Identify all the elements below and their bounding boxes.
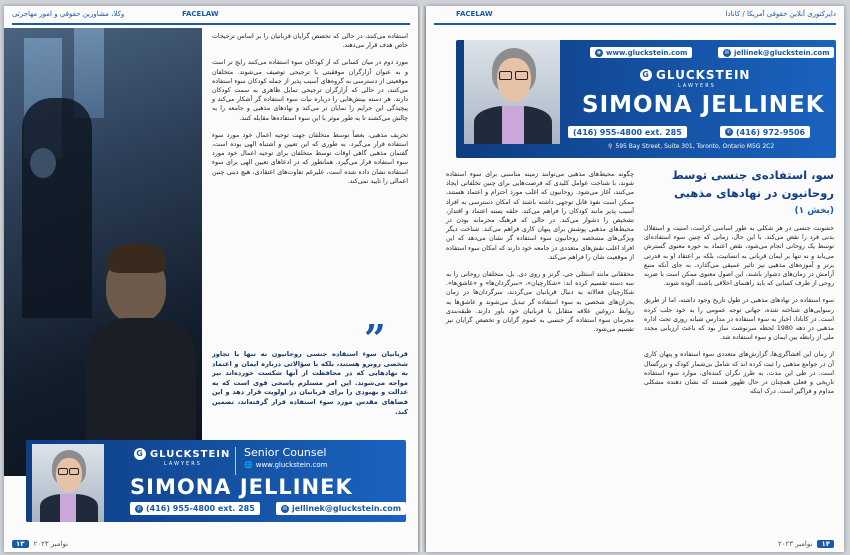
role-title: Senior Counsel (244, 446, 327, 459)
page-number: ۱۴ (817, 540, 834, 548)
phone-icon: ✆ (726, 129, 732, 135)
phone-pill[interactable]: ✆ (416) 955-4800 ext. 285 (130, 502, 260, 515)
paragraph: سوء استفاده در نهادهای مذهبی در طول تاریخ وجود داشته، اما از طریق رسوایی‌های شناخته شده، جهانی توجه عمومی را به خود جلب کرده است. در کانادا، اخبار به سوء استفاده در مدارس شبانه روزی تحت اداره مذهبی در دهه 1980 لحظه سرنوشت ساز بود که باعث ارزیابی مجدد ملی از رابطه بین ایمان و سوء استفاده شد. (644, 297, 834, 342)
header-rule (12, 23, 410, 25)
location-icon: ⚲ (608, 143, 613, 150)
left-page (4, 6, 418, 552)
lawyer-name: SIMONA JELLINEK (130, 475, 353, 499)
page-date: نوامبر ۲۰۲۳ (33, 540, 69, 548)
lawyer-name: SIMONA JELLINEK (582, 92, 825, 118)
paragraph: چگونه محیط‌های مذهبی می‌توانند زمینه مناسبی برای سوء استفاده شوند، با شناخت عوامل کلیدی که فرصت‌هایی برای چنین تخلفاتی ایجاد می‌کنند، آغاز می‌شود. روحانیون که اغلب مورد احترام و اعتماد هستند، ممکن است نفوذ قابل توجهی داشته باشند که امکان دسترسی به افراد آسیب پذیر مانند کودکان را فراهم می‌کند. حلقه بسته اعتماد و اقتدار، تشخیص را دشوار می‌کند. در حالی که فرهنگ محرمانه بودن در محیط‌های مذهبی پوشش برای پنهان کاری فراهم می‌کند. شناخت دیگر ویژگی‌های مشخصه روحانیون سوء استفاده گر نشان می‌دهد که این افراد اغلب نقش‌های متعددی در جامعه خود دارند که امکان سوء استفاده از موقعیت شان را فراهم می‌کند. (446, 171, 634, 261)
firm-name: GLUCKSTEIN (656, 68, 751, 82)
website-link[interactable]: 🌐 www.gluckstein.com (244, 461, 328, 469)
firm-logo (134, 448, 230, 460)
left-page-header: وکلا، مشاورین حقوقی و امور مهاجرتی (12, 10, 125, 18)
gluckstein-logo-icon: G (640, 69, 652, 81)
business-card-bottom (26, 440, 406, 522)
paragraph: مورد دوم در میان کسانی که از کودکان سوء استفاده می‌کنند رایج تر است و به عنوان آزارگران موفقیتی با ترجیحی توصیف می‌شوند. متخلفان موقعیتی از دسترسی به گروه‌های آسیب پذیر از جمله کودکان سوء استفاده می‌کنند، در حالی که آزارگران ترجیحی تمایل ظاهری به سمت کودکان دارند. هر دسته بینش‌هایی را درباره نیات سوء استفاده گر آشکار می‌کند و پیچیدگی این جرایم را نمایان تر می‌کند و نهادهای مذهبی و جامعه را به چالش می‌کشند تا به طور موثر با این سوء استفاده‌ها مقابله کنند. (212, 59, 408, 122)
right-page-header: دایرکتوری آنلاین حقوقی آمریکا / کانادا (725, 10, 836, 18)
paragraph: محققانی مانند استئلی جی. گرنز و روی دی. بل، متخلفان روحانی را به سه دسته تقسیم کرده اند: «شکارچیان»، «سرگردان‌ها» و «عاشق‌ها». شکارچیان فعالانه به دنبال قربانیان می‌گردند، سرگردان‌ها در زمان بحران‌های شخصی به سوء استفاده گر تبدیل می‌شوند و عاشق‌ها به روابط دروغین علاقه متقابل با قربانیان خود باور دارند. طبقه‌بندی مجرمان سوء استفاده گر جنسی به عموم گرایان و تخصص گرایان نیز تقسیم می‌شود. (446, 271, 634, 334)
email-pill[interactable]: ✉ jellinek@gluckstein.com (718, 47, 834, 58)
middle-article-column (446, 170, 634, 342)
paragraph: استفاده می‌کنند، در حالی که تخصص گرایان قربانیان را بر اساس ترجیحات خاص هدف قرار می‌دهند. (212, 33, 408, 50)
paragraph: تحریف مذهبی، بعضاً توسط متخلفان جهت توجیه اعمال خود مورد سوء استفاده قرار می‌گیرد. به طوری که این تعیین و اشتباه الهی بوده است، گفتمان مذهبی گاهی اوقات توسط متخلفان برای توجیه اعمال خود مورد سوء استفاده قرار می‌گیرد. همانطور که در ادعاهای تعیین الهی برای سوء استفاده نشان داده شده است، علیرغم تفاوت‌های اعتقادی، هیچ دینی چنین اعمالی را تایید نمی‌کند. (212, 131, 408, 185)
right-brand: FACELAW (456, 10, 493, 18)
firm-logo (640, 68, 750, 82)
article-title: سو، استفاده‌ی جنسی توسط روحانیون در نهادهای مذهبی (671, 168, 834, 200)
globe-icon: 🌐 (244, 461, 253, 469)
email-pill[interactable]: ✉ jellinek@gluckstein.com (276, 502, 406, 515)
lawyer-portrait (464, 40, 560, 144)
left-page-footer (12, 540, 68, 548)
paragraph: خشونت جنسی در هر شکلی به طور اساسی کرامت، امنیت و استقلال بدنی فرد را نقض می‌کند. با این حال، زمانی که چنین سوء استفاده‌ای توسط یک روحانی انجام می‌شود، نقض اعتماد به حوزه معنوی گسترش می‌یابد و نه تنها بر ایمان قربانی به انسانیت، بلکه بر اعتقاد او به قدرتی برتر و آموزه‌های مذهبی نیز تاثیر عمیقی می‌گذارد. به جای آنکه منبع آرامش در زمان‌های دشوار باشند، این اصول معنوی ممکن است با ضربه روحی از طرف کسانی که باید راهنمای اخلاقی باشند، آلوده شوند. (644, 225, 834, 288)
phone-icon: ✆ (136, 505, 142, 512)
mail-icon: ✉ (282, 505, 288, 512)
globe-icon: ⊕ (596, 49, 602, 56)
mail-icon: ✉ (724, 49, 730, 56)
phone-pill[interactable]: (416) 955-4800 ext. 285 (568, 126, 687, 138)
gluckstein-logo-icon: G (134, 448, 146, 460)
address: ⚲ 595 Bay Street, Suite 301, Toronto, Ontario M5G 2C2 (608, 143, 775, 150)
page-number: ۱۳ (12, 540, 29, 548)
website-pill[interactable]: ⊕ www.gluckstein.com (590, 47, 692, 58)
article-part: (بخش ۱) (794, 206, 834, 216)
lawyer-portrait (32, 444, 104, 522)
right-article-column (644, 224, 834, 404)
firm-sub: LAWYERS (678, 83, 716, 89)
quote-icon: ” (364, 316, 386, 361)
firm-name: GLUCKSTEIN (150, 448, 231, 460)
right-page-footer (778, 540, 834, 548)
business-card-top (456, 40, 836, 158)
left-brand: FACELAW (182, 10, 219, 18)
firm-sub: LAWYERS (164, 461, 202, 467)
left-article-column (212, 32, 408, 194)
paragraph: از زمان این افشاگری‌ها، گزارش‌های متعددی سوء استفاده و پنهان کاری آن در جوامع مذهبی را ثبت کرده اند که شامل بی‌شمار کودک و بزرگسال است. در طی این مدت، به طرز نگران کننده‌ای، موارد سوء استفاده تاریخی و فعلی همچنان در حال ظهور هستند که نشان دهنده مشکلی مداوم و فراگیر است. درک اینکه (644, 351, 834, 396)
divider (235, 447, 236, 475)
header-rule (434, 23, 836, 25)
boy-church-photo (4, 28, 202, 476)
page-date: نوامبر ۲۰۲۳ (777, 540, 813, 548)
right-page (426, 6, 844, 552)
phone-pill-2[interactable]: ✆ (416) 972-9506 (720, 126, 810, 138)
pull-quote: قربانیان سوء استفاده جنسی روحانیون نه تنها با تجاوز شخصی روبرو هستند، بلکه با سؤالاتی درباره ایمان و اعتماد به نهادهایی که در محافظت از آنها شکست خورده‌اند نیز مواجه می‌شوند. این امر مستلزم پاسخی قوی است که به عدالت و بهبودی را برای قربانیان در اولویت قرار دهد و این فضاهای مقدس مورد سوء استفاده قرار گرفته‌اند، تضمین کند. (212, 350, 408, 416)
